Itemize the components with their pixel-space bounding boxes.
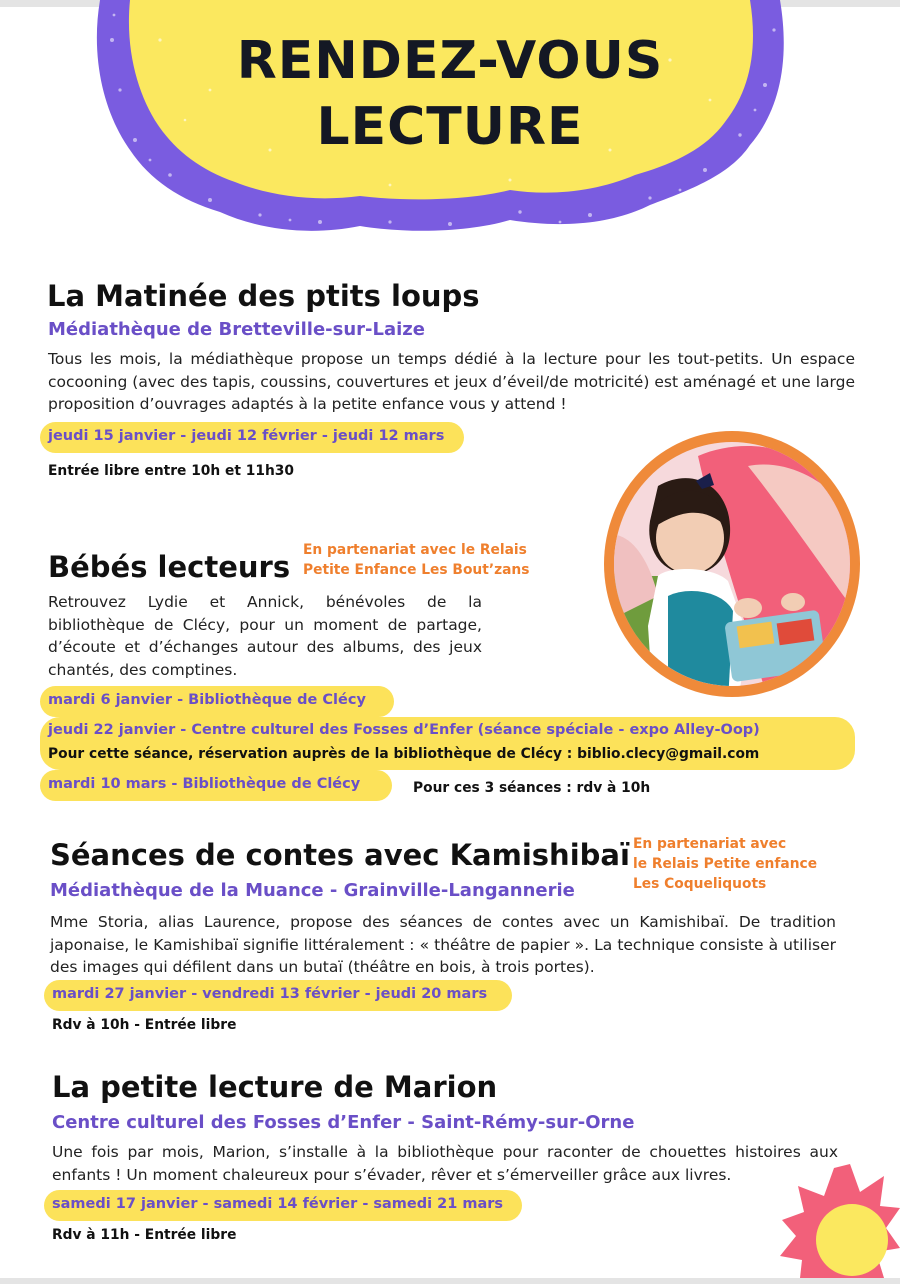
note-matinee: Entrée libre entre 10h et 11h30 <box>48 463 295 479</box>
dates-bebes-3: mardi 10 mars - Bibliothèque de Clécy <box>48 776 361 792</box>
partner-kamishibai-line1: En partenariat avec <box>633 836 787 852</box>
page-title <box>90 28 810 160</box>
section-description-marion: Une fois par mois, Marion, s’installe à la bibliothèque pour raconter de chouettes histoires aux enfants ! Un moment chaleureux pour s’évader, rêver et s’émerveiller grâce aux livres. <box>52 1143 838 1184</box>
dates-kamishibai: mardi 27 janvier - vendredi 13 février - jeudi 20 mars <box>52 986 488 1002</box>
dates-matinee: jeudi 15 janvier - jeudi 12 février - jeudi 12 mars <box>48 428 445 444</box>
note-marion: Rdv à 11h - Entrée libre <box>52 1227 237 1243</box>
partner-bebes-line2: Petite Enfance Les Bout’zans <box>303 562 530 578</box>
bottom-border <box>0 1278 900 1284</box>
dates-pill-kamishibai <box>44 980 512 1011</box>
section-title-matinee: La Matinée des ptits loups <box>47 279 480 313</box>
dates-pill-bebes-2 <box>40 717 855 770</box>
photo-frame <box>598 426 866 702</box>
section-title-marion: La petite lecture de Marion <box>52 1070 498 1104</box>
section-title-kamishibai: Séances de contes avec Kamishibaï <box>50 838 630 872</box>
dates-pill-bebes-1 <box>40 686 394 717</box>
section-description-bebes: Retrouvez Lydie et Annick, bénévoles de la bibliothèque de Clécy, pour un moment de partage, d’écoute et d’échanges autour des albums, des jeux chantés, des comptines. <box>48 593 482 679</box>
dates-bebes-2: jeudi 22 janvier - Centre culturel des Fosses d’Enfer (séance spéciale - expo Alley-Oop) <box>48 722 760 738</box>
page-title-line2: LECTURE <box>316 97 584 157</box>
section-description-kamishibai: Mme Storia, alias Laurence, propose des séances de contes avec un Kamishibaï. De tradition japonaise, le Kamishibaï signifie littéralement : « théâtre de papier ». La technique consiste à utiliser des images qui défilent dans un butaï (théâtre en bois, à trois portes). <box>50 913 836 976</box>
partner-kamishibai-line3: Les Coqueliquots <box>633 876 767 892</box>
partner-bebes <box>303 540 529 580</box>
partner-bebes-line1: En partenariat avec le Relais <box>303 542 527 558</box>
dates-pill-marion <box>44 1190 522 1221</box>
dates-bebes-1: mardi 6 janvier - Bibliothèque de Clécy <box>48 692 366 708</box>
note-kamishibai: Rdv à 10h - Entrée libre <box>52 1017 237 1033</box>
section-venue-kamishibai: Médiathèque de la Muance - Grainville-Langannerie <box>50 880 575 901</box>
reservation-bebes: Pour cette séance, réservation auprès de la bibliothèque de Clécy : biblio.clecy@gmail.com <box>48 746 760 762</box>
note-bebes: Pour ces 3 séances : rdv à 10h <box>413 780 651 796</box>
sun-decoration <box>780 1164 900 1278</box>
section-venue-marion: Centre culturel des Fosses d’Enfer - Saint-Rémy-sur-Orne <box>52 1112 635 1133</box>
section-title-bebes: Bébés lecteurs <box>48 550 291 584</box>
section-description-matinee: Tous les mois, la médiathèque propose un temps dédié à la lecture pour les tout-petits. Un espace cocooning (avec des tapis, coussins, couvertures et jeux d’éveil/de motricité) est aménagé et une large proposition d’ouvrages adaptés à la petite enfance vous y attend ! <box>48 350 855 413</box>
dates-marion: samedi 17 janvier - samedi 14 février - samedi 21 mars <box>52 1196 504 1212</box>
dates-pill-bebes-3 <box>40 770 392 801</box>
partner-kamishibai-line2: le Relais Petite enfance <box>633 856 818 872</box>
dates-pill-matinee <box>40 422 464 453</box>
page-title-line1: RENDEZ-VOUS <box>236 31 664 91</box>
section-venue-matinee: Médiathèque de Bretteville-sur-Laize <box>48 319 425 340</box>
baby-reading-photo <box>598 426 866 702</box>
partner-kamishibai <box>633 834 817 894</box>
